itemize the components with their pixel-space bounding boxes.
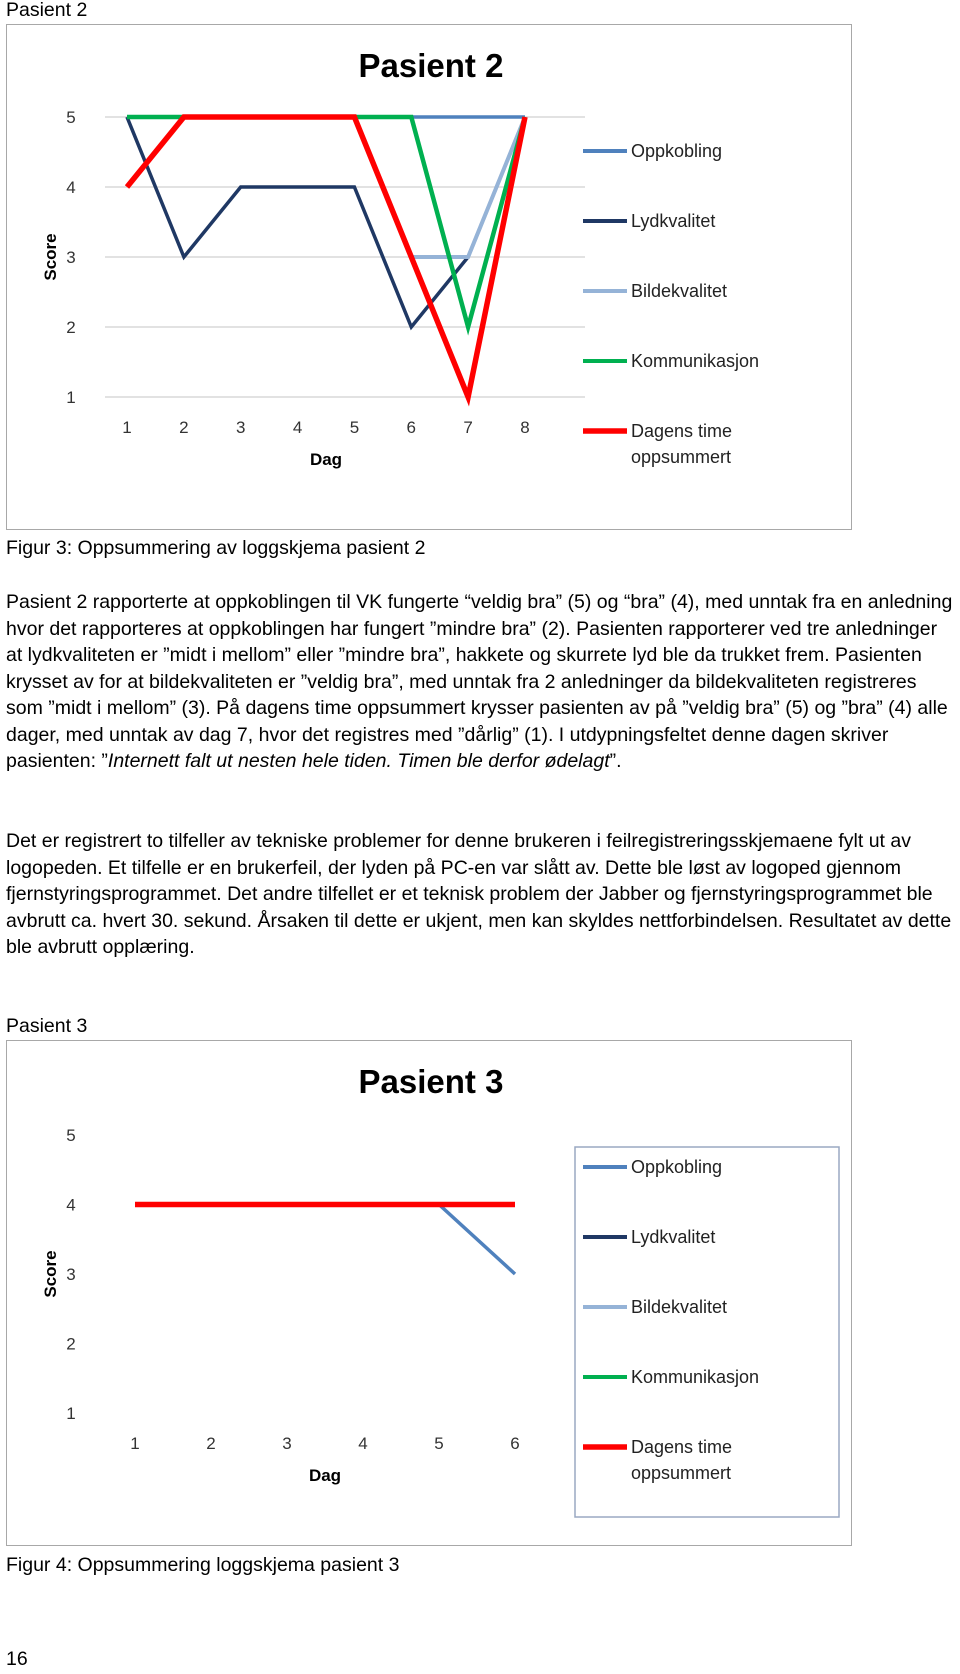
- y-axis-label: Score: [41, 233, 60, 281]
- x-tick-label: 1: [130, 1434, 140, 1453]
- y-tick-label: 3: [66, 248, 76, 267]
- x-axis-label: Dag: [309, 450, 343, 469]
- y-tick-label: 5: [66, 108, 76, 127]
- chart-pasient-2-svg: [7, 25, 853, 531]
- y-axis-label: Score: [41, 1250, 60, 1298]
- y-tick-label: 2: [66, 1334, 76, 1354]
- chart-title: Pasient 3: [358, 1063, 504, 1100]
- x-tick-label: 4: [292, 418, 303, 437]
- x-axis-label: Dag: [308, 1466, 342, 1485]
- x-tick-label: 3: [235, 418, 246, 437]
- x-tick-label: 6: [406, 418, 417, 437]
- series-line-kommunikasjon: [127, 117, 525, 327]
- y-tick-label: 4: [66, 178, 76, 197]
- x-tick-label: 6: [510, 1434, 520, 1453]
- chart-pasient-3-svg: [7, 1041, 853, 1547]
- legend-box: [575, 1147, 839, 1517]
- legend-label-bildekvalitet: Bildekvalitet: [631, 281, 728, 301]
- legend-label-dagens-time-oppsummert-line1: Dagens time: [631, 421, 733, 441]
- legend-label-dagens-time-oppsummert-line2: oppsummert: [631, 1463, 732, 1483]
- legend-label-kommunikasjon: Kommunikasjon: [631, 351, 760, 371]
- y-tick-label: 1: [66, 388, 76, 407]
- legend-label-dagens-time-oppsummert-line2: oppsummert: [631, 447, 732, 467]
- y-tick-label: 3: [66, 1265, 76, 1284]
- legend-label-dagens-time-oppsummert-line1: Dagens time: [631, 1437, 733, 1457]
- paragraph-pasient-2-quote: Internett falt ut nesten hele tiden. Timen ble derfor ødelagt: [107, 750, 610, 772]
- legend-label-lydkvalitet: Lydkvalitet: [631, 1227, 716, 1247]
- paragraph-pasient-2-end: ”.: [609, 750, 622, 772]
- legend-label-oppkobling: Oppkobling: [631, 141, 723, 161]
- section-heading-pasient-3: Pasient 3: [6, 1015, 88, 1037]
- figure-4-caption: Figur 4: Oppsummering loggskjema pasient 3: [6, 1554, 400, 1576]
- x-tick-label: 4: [358, 1434, 368, 1453]
- x-tick-label: 1: [122, 418, 132, 437]
- paragraph-technical-problems: Det er registrert to tilfeller av tekniske problemer for denne brukeren i feilregistreringsskjemaene fylt ut av logopeden. Et tilfelle er en brukerfeil, der lyden på PC-en var slått av. Dette ble løst av logoped gjennom fjernstyringsprogrammet. Det andre tilfellet er et teknisk problem der Jabber og fjernstyringsprogrammet ble avbrutt ca. hvert 30. sekund. Årsaken til dette er ukjent, men kan skyldes nettforbindelsen. Resultatet av dette ble avbrutt opplæring.: [6, 830, 952, 958]
- legend-label-oppkobling: Oppkobling: [631, 1157, 723, 1177]
- x-tick-label: 8: [520, 418, 530, 437]
- y-tick-label: 5: [66, 1126, 76, 1145]
- legend-label-kommunikasjon: Kommunikasjon: [631, 1367, 760, 1387]
- section-heading-pasient-2: Pasient 2: [6, 0, 88, 21]
- y-tick-label: 4: [66, 1195, 76, 1215]
- x-tick-label: 3: [282, 1434, 292, 1453]
- chart-title: Pasient 2: [358, 47, 504, 84]
- legend-label-lydkvalitet: Lydkvalitet: [631, 211, 716, 231]
- legend-label-bildekvalitet: Bildekvalitet: [631, 1297, 728, 1317]
- series-line-lydkvalitet: [127, 117, 525, 327]
- x-tick-label: 7: [463, 418, 473, 437]
- paragraph-pasient-2-text: Pasient 2 rapporterte at oppkoblingen til VK fungerte “veldig bra” (5) og “bra” (4), med unntak fra en anledning hvor det rapporteres at oppkoblingen har fungert ”mindre bra” (2). Pasienten rapporterer ved tre anledninger at lydkvaliteten er ”midt i mellom” eller ”mindre bra”, hakkete og skurrete lyd ble da trukket frem. Pasienten krysset av for at bildekvaliteten er ”veldig bra”, med unntak fra 2 anledninger da bildekvaliteten registreres som ”midt i mellom” (3). På dagens time oppsummert krysser pasienten av på ”veldig bra” (5) og ”bra” (4) alle dager, med unntak av dag 7, hvor det registres med ”dårlig” (1). I utdypningsfeltet denne dagen skriver pasienten: ”: [6, 591, 953, 772]
- figure-3-caption: Figur 3: Oppsummering av loggskjema pasient 2: [6, 537, 426, 559]
- y-tick-label: 1: [66, 1404, 76, 1423]
- series-line-oppkobling: [135, 1205, 515, 1275]
- paragraph-pasient-2: [6, 589, 954, 775]
- x-tick-label: 5: [349, 418, 360, 437]
- x-tick-label: 5: [434, 1434, 444, 1453]
- chart-pasient-2: [6, 24, 852, 530]
- x-tick-label: 2: [206, 1434, 216, 1453]
- chart-pasient-3: [6, 1040, 852, 1546]
- y-tick-label: 2: [66, 318, 76, 337]
- page-number: 16: [6, 1648, 28, 1670]
- x-tick-label: 2: [179, 418, 189, 437]
